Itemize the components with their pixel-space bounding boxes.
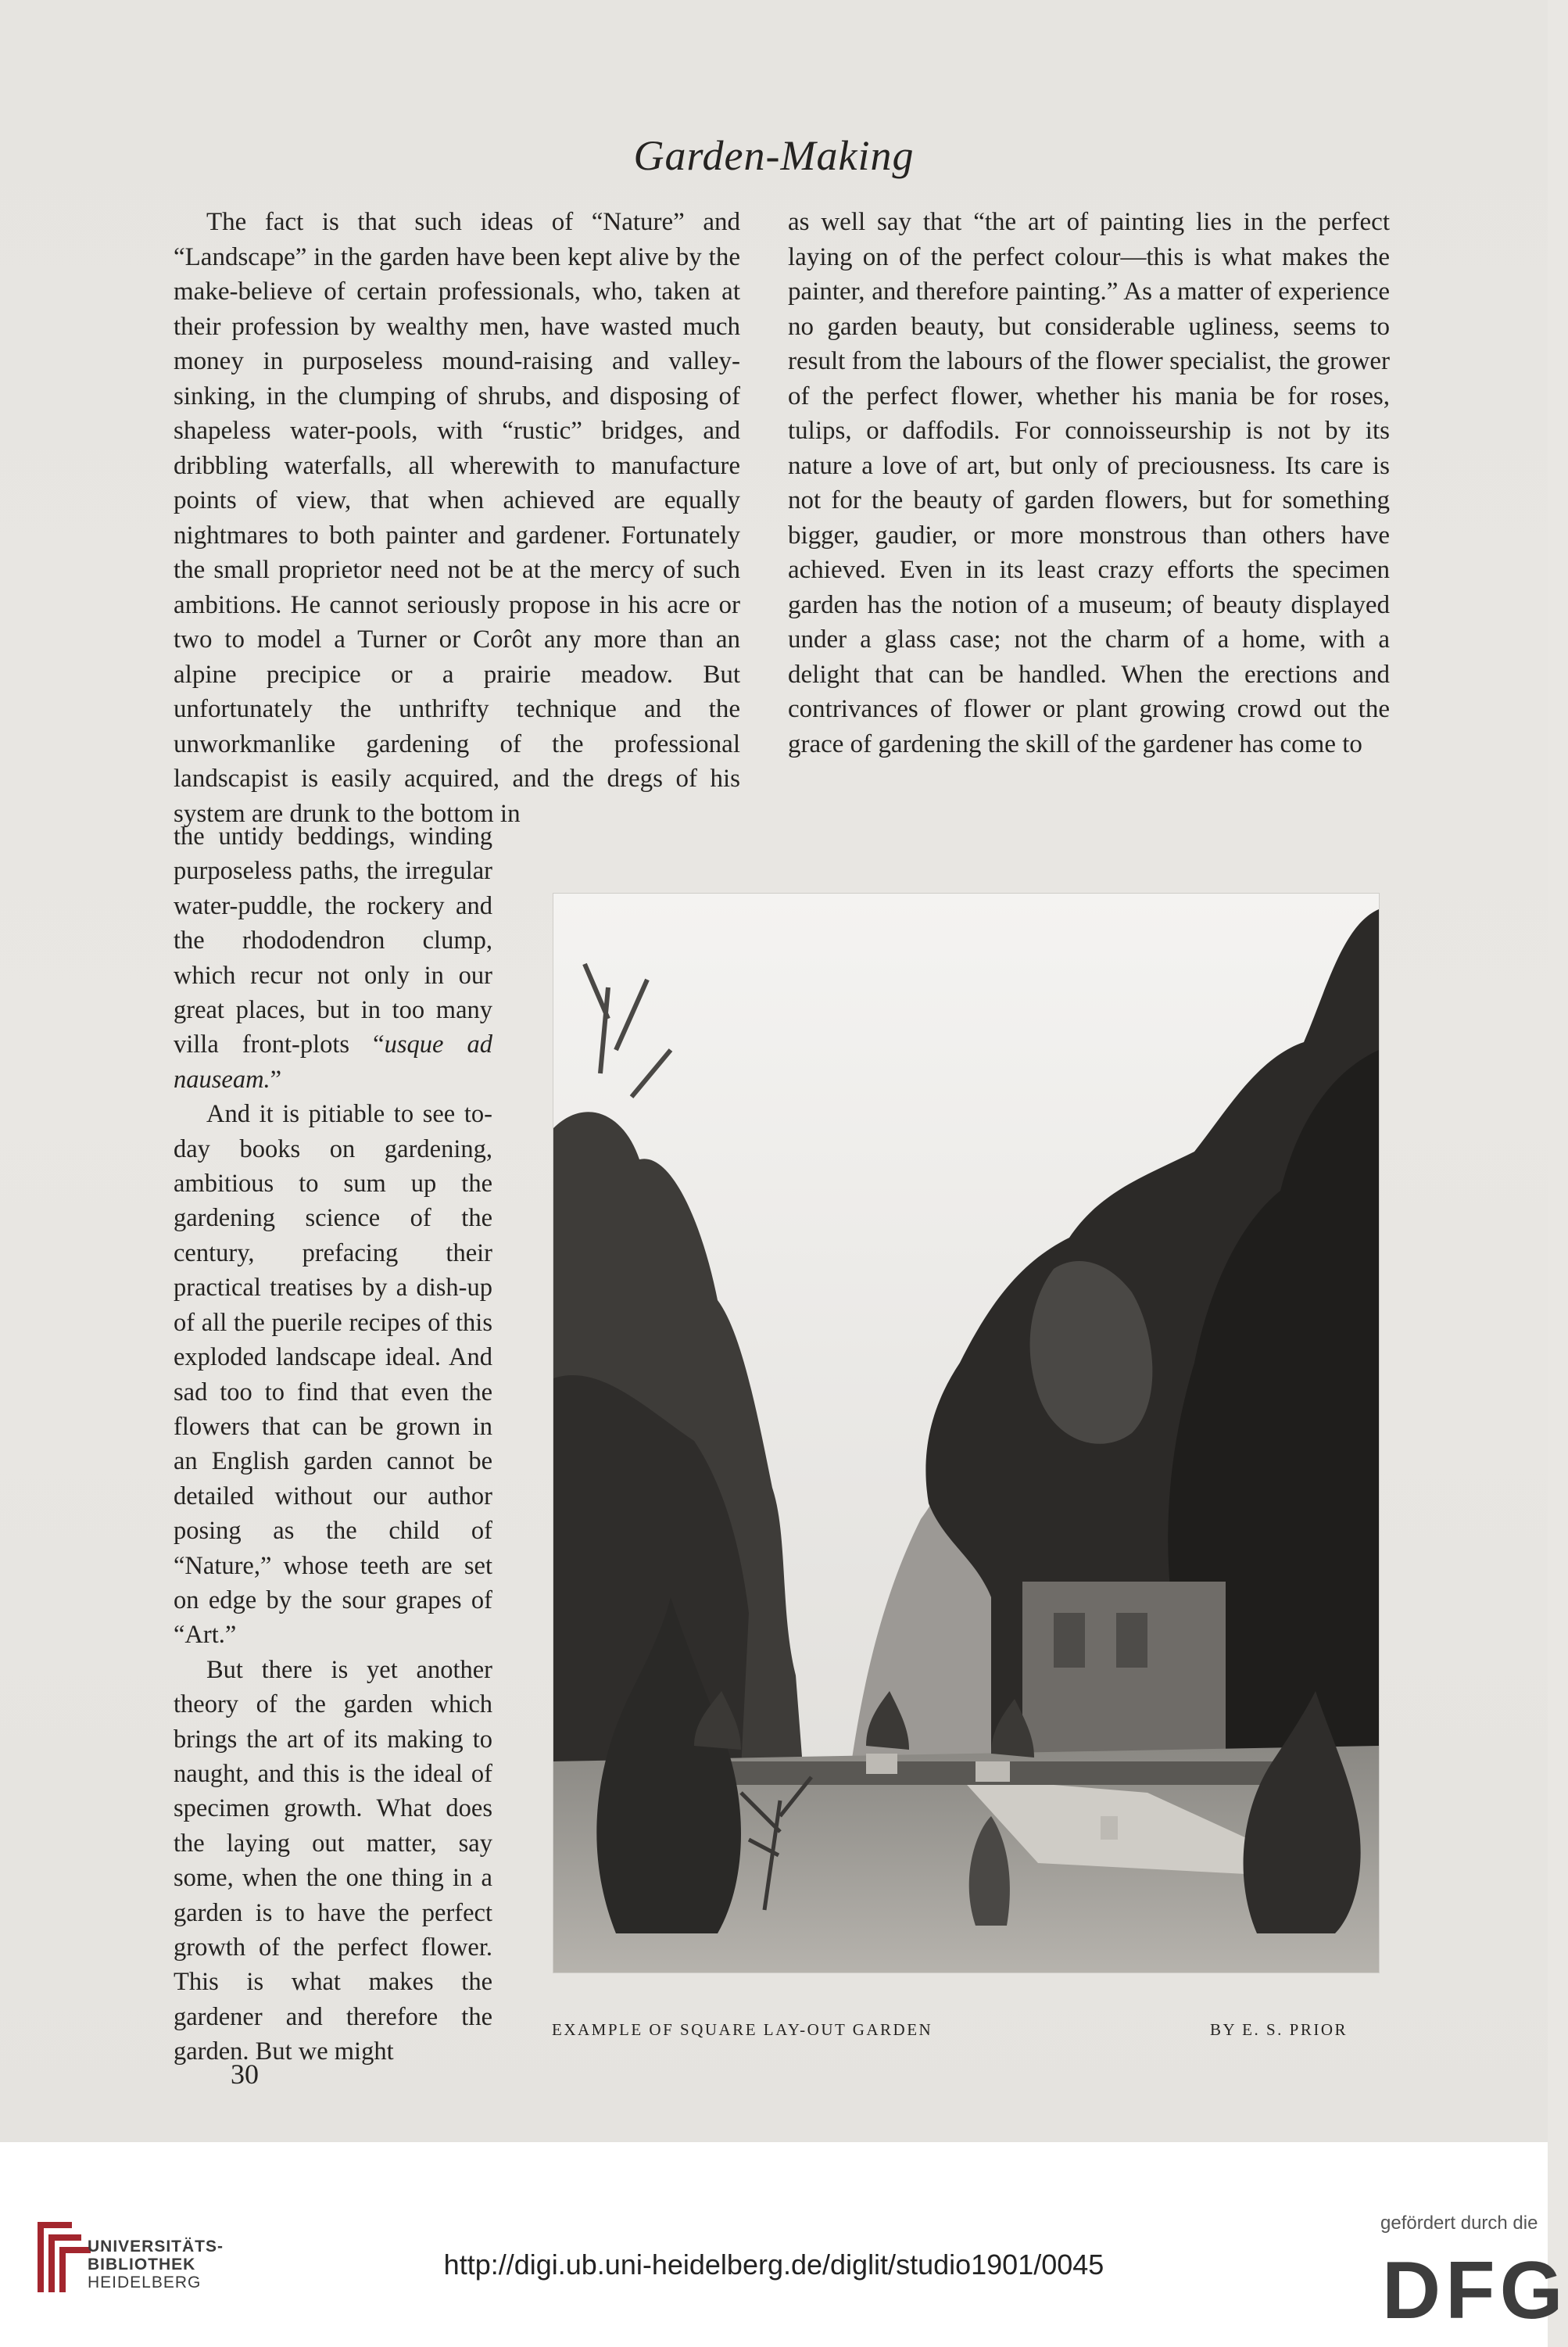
library-name-line: UNIVERSITÄTS- xyxy=(88,2238,224,2256)
viewer-footer xyxy=(0,2142,1568,2347)
left-column-narrow xyxy=(174,819,492,2069)
latin-phrase: usque ad nauseam. xyxy=(174,1030,492,1094)
figure-credit: BY E. S. PRIOR xyxy=(1210,2020,1348,2039)
paragraph-nature-landscape: The fact is that such ideas of “Nature” and “Landscape” in the garden have been kept alive by the make-believe of certain professionals, who, taken at their profession by wealthy men, have wasted much money in purposeless mound-raising and valley-sinking, in the clumping of shrubs, and disposing of shapeless water-pools, with “rustic” bridges, and dribbling waterfalls, all wherewith to manufacture points of view, that when achieved are equally nightmares to both painter and gardener. Fortunately the small proprietor need not be at the mercy of such ambitions. He cannot seriously propose in his acre or two to model a Turner or Corôt any more than an alpine precipice or a prairie meadow. But unfortunately the unthrifty technique and the unworkmanlike gardening of the professional landscapist is easily acquired, and the dregs of his system are drunk to the bottom in xyxy=(174,208,740,828)
page-number: 30 xyxy=(231,2059,259,2090)
library-name-line: HEIDELBERG xyxy=(88,2274,202,2291)
funding-note: gefördert durch die xyxy=(1380,2213,1538,2234)
library-name-line: BIBLIOTHEK xyxy=(88,2256,196,2274)
paragraph-pitiable-books: And it is pitiable to see to-day books on gardening, ambitious to sum up the gardening science of the century, prefacing their practical treatises by a dish-up of all the puerile recipes of this exploded landscape ideal. And sad too to find that even the flowers that can be grown in an English garden cannot be detailed without our author posing as the child of “Nature,” whose teeth are set on edge by the sour grapes of “Art.” xyxy=(174,1100,492,1650)
paragraph-specimen-growth: But there is yet another theory of the garden which brings the art of its making to naught, and this is the ideal of specimen growth. What does the laying out matter, say some, when the one thing in a garden is to have the perfect growth of the perfect flower. This is what makes the gardener and therefore the garden. But we might xyxy=(174,1655,492,2066)
right-column xyxy=(788,205,1390,761)
garden-photograph xyxy=(553,893,1380,1973)
left-column-top xyxy=(174,205,740,831)
paragraph-untidy-beddings xyxy=(174,819,492,1097)
dfg-logo: DFG xyxy=(1382,2245,1568,2336)
paragraph-art-of-painting: as well say that “the art of painting lies in the perfect laying on of the perfect colour—this is what makes the painter, and therefore painting.” As a matter of experience no garden beauty, but considerable ugliness, seems to result from the labours of the flower specialist, the grower of the perfect flower, whether his mania be for roses, tulips, or daffodils. For connoisseurship is not by its nature a love of art, but only of preciousness. Its care is not for the beauty of garden flowers, but for something bigger, gaudier, or more monstrous than others have achieved. Even in its least crazy efforts the specimen garden has the notion of a museum; of beauty displayed under a glass case; not the charm of a home, with a delight that can be handled. When the erections and contrivances of flower or plant growing crowd out the grace of gardening the skill of the gardener has come to xyxy=(788,208,1390,758)
garden-photo-image xyxy=(553,894,1379,1973)
figure-caption: EXAMPLE OF SQUARE LAY-OUT GARDEN xyxy=(552,2020,933,2039)
paragraph-text: the untidy beddings, winding purposeless paths, the irregular water-puddle, the rockery and the rhododendron clump, which recur not only in our great places, but in too many villa front-plots “ xyxy=(174,822,492,1059)
closing-quote: ” xyxy=(270,1065,282,1094)
permalink-url[interactable]: http://digi.ub.uni-heidelberg.de/diglit/studio1901/0045 xyxy=(443,2248,1104,2281)
running-header: Garden-Making xyxy=(633,132,915,179)
